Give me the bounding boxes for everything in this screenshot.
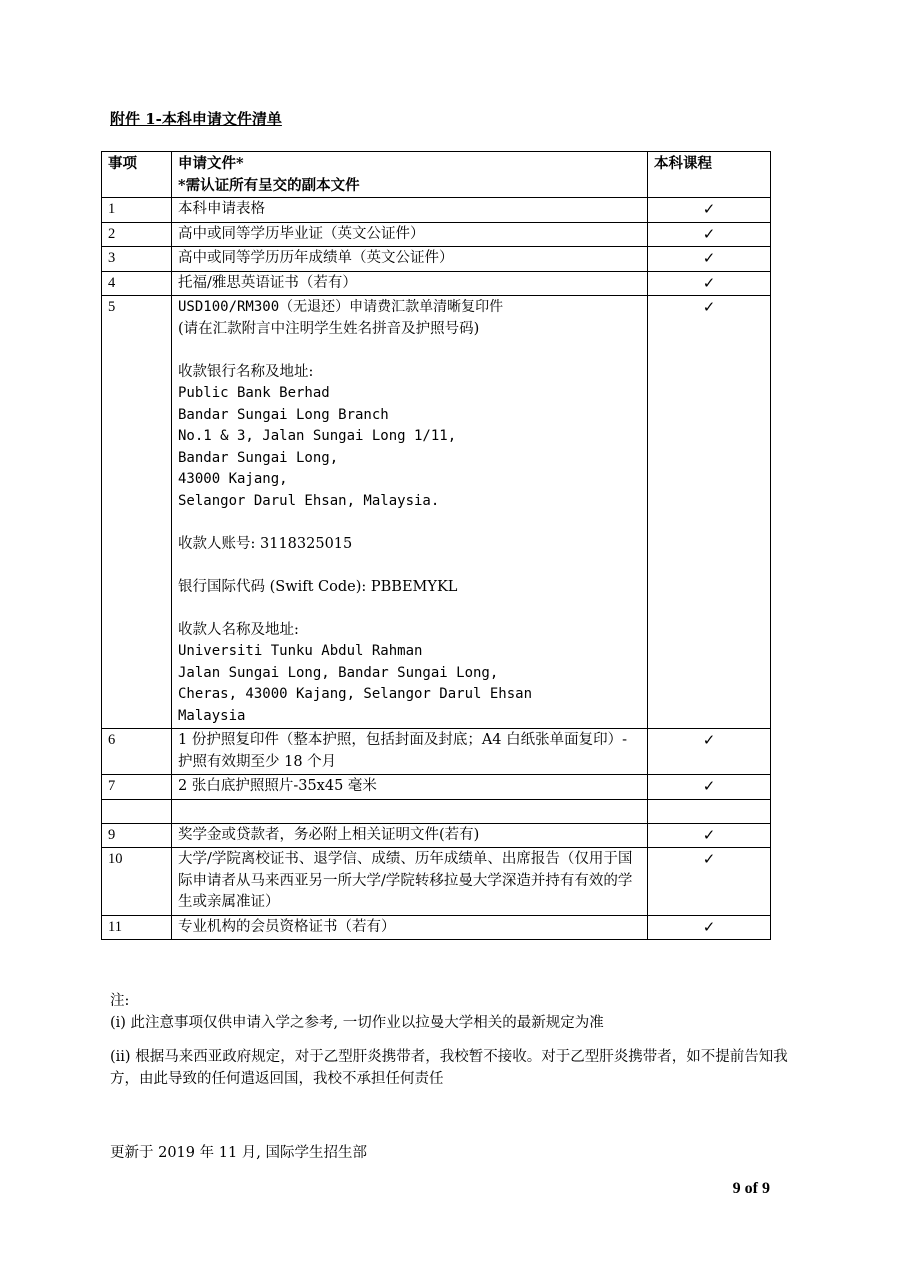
row-number: 4 xyxy=(102,271,172,296)
row-document-line: No.1 & 3, Jalan Sungai Long 1/11, xyxy=(178,428,457,444)
check-mark-icon: ✓ xyxy=(702,224,716,243)
row-number: 9 xyxy=(102,823,172,848)
row-number: 11 xyxy=(102,915,172,940)
row-course-cell xyxy=(648,296,771,729)
row-document xyxy=(172,271,648,296)
row-document-line: 收款银行名称及地址: xyxy=(178,363,314,380)
notes-section xyxy=(110,990,790,1090)
table-row xyxy=(102,296,771,729)
row-document-text: 高中或同等学历毕业证（英文公证件） xyxy=(178,225,425,242)
check-mark-icon: ✓ xyxy=(702,917,716,936)
row-document-text: 1 份护照复印件（整本护照，包括封面及封底；A4 白纸张单面复印）- 护照有效期至少 18 个月 xyxy=(178,732,628,770)
table-row xyxy=(102,775,771,800)
check-mark-icon: ✓ xyxy=(702,200,716,218)
table-row xyxy=(102,915,771,940)
row-course-cell xyxy=(648,915,771,940)
note-2: (ii) 根据马来西亚政府规定，对于乙型肝炎携带者，我校暂不接收。对于乙型肝炎携带者，如不提前告知我方，由此导致的任何遣返回国，我校不承担任何责任 xyxy=(110,1049,788,1087)
row-document xyxy=(172,247,648,272)
row-number: 5 xyxy=(102,296,172,729)
row-document-text: 2 张白底护照照片-35x45 毫米 xyxy=(178,778,377,794)
row-document-line: USD100/RM300（无退还）申请费汇款单清晰复印件 xyxy=(178,299,504,315)
row-document xyxy=(172,848,648,916)
row-document-text: 本科申请表格 xyxy=(178,201,265,217)
table-row xyxy=(102,799,771,823)
row-document xyxy=(172,823,648,848)
row-document-line xyxy=(178,555,641,577)
row-document-text: 大学/学院离校证书、退学信、成绩、历年成绩单、出席报告（仅用于国际申请者从马来西亚另一所大学/学院转移拉曼大学深造并持有有效的学生或亲属准证） xyxy=(178,851,633,910)
table-row xyxy=(102,222,771,247)
check-mark-icon: ✓ xyxy=(702,825,716,844)
row-document xyxy=(172,222,648,247)
check-mark-icon: ✓ xyxy=(702,850,716,868)
header-course: 本科课程 xyxy=(648,152,771,198)
row-document-text: 专业机构的会员资格证书（若有） xyxy=(178,918,396,935)
row-document-line: Cheras, 43000 Kajang, Selangor Darul Ehsan xyxy=(178,686,533,702)
check-mark-icon: ✓ xyxy=(702,298,716,316)
table-header-row xyxy=(102,152,771,198)
row-course-cell xyxy=(648,799,771,823)
row-document-line: (请在汇款附言中注明学生姓名拼音及护照号码) xyxy=(178,320,480,337)
table-row xyxy=(102,729,771,775)
header-documents-line2: *需认证所有呈交的副本文件 xyxy=(178,176,360,194)
row-number: 1 xyxy=(102,198,172,223)
row-number: 2 xyxy=(102,222,172,247)
row-document-line: 银行国际代码 (Swift Code): PBBEMYKL xyxy=(178,578,458,595)
row-document-text: 高中或同等学历历年成绩单（英文公证件） xyxy=(178,250,454,266)
row-number: 7 xyxy=(102,775,172,800)
row-document-line: 43000 Kajang, xyxy=(178,471,288,487)
updated-note: 更新于 2019 年 11 月, 国际学生招生部 xyxy=(110,1145,368,1161)
check-mark-icon: ✓ xyxy=(702,273,716,292)
row-course-cell xyxy=(648,729,771,775)
note-1: (i) 此注意事项仅供申请入学之参考, 一切作业以拉曼大学相关的最新规定为准 xyxy=(110,1015,604,1031)
row-course-cell xyxy=(648,222,771,247)
row-course-cell xyxy=(648,848,771,916)
notes-heading: 注: xyxy=(110,993,130,1009)
row-document-line: 收款人账号: 3118325015 xyxy=(178,535,353,552)
table-row xyxy=(102,198,771,223)
table-row xyxy=(102,823,771,848)
check-mark-icon: ✓ xyxy=(702,249,716,267)
row-number: 6 xyxy=(102,729,172,775)
row-document-line: Public Bank Berhad xyxy=(178,385,330,401)
row-document xyxy=(172,296,648,729)
row-document-line xyxy=(178,512,641,534)
row-document-line: Malaysia xyxy=(178,707,246,724)
row-document-line: 收款人名称及地址: xyxy=(178,621,299,638)
row-course-cell xyxy=(648,198,771,223)
row-document xyxy=(172,915,648,940)
header-documents-line1: 申请文件* xyxy=(178,155,244,172)
check-mark-icon: ✓ xyxy=(702,731,716,749)
table-row xyxy=(102,247,771,272)
row-document xyxy=(172,729,648,775)
row-document-line xyxy=(178,598,641,620)
page-number: 9 of 9 xyxy=(732,1180,770,1197)
row-document xyxy=(172,799,648,823)
document-title: 附件 1-本科申请文件清单 xyxy=(110,110,282,128)
row-document-line: Jalan Sungai Long, Bandar Sungai Long, xyxy=(178,664,499,681)
header-item: 事项 xyxy=(102,152,172,198)
row-course-cell xyxy=(648,775,771,800)
row-document-line: Bandar Sungai Long, xyxy=(178,449,339,466)
check-mark-icon: ✓ xyxy=(702,777,716,795)
row-document-line: Bandar Sungai Long Branch xyxy=(178,406,389,423)
row-number xyxy=(102,799,172,823)
row-document-text: 托福/雅思英语证书（若有） xyxy=(178,274,357,291)
row-document-line: Universiti Tunku Abdul Rahman xyxy=(178,643,423,659)
row-course-cell xyxy=(648,247,771,272)
row-document-line: Selangor Darul Ehsan, Malaysia. xyxy=(178,492,440,509)
row-document xyxy=(172,198,648,223)
application-checklist-table xyxy=(101,151,771,940)
row-number: 3 xyxy=(102,247,172,272)
table-row xyxy=(102,271,771,296)
row-course-cell xyxy=(648,271,771,296)
row-document-text: 奖学金或贷款者，务必附上相关证明文件(若有) xyxy=(178,826,480,843)
table-row xyxy=(102,848,771,916)
row-document xyxy=(172,775,648,800)
row-number: 10 xyxy=(102,848,172,916)
header-documents xyxy=(172,152,648,198)
row-course-cell xyxy=(648,823,771,848)
row-document-line xyxy=(178,340,641,362)
